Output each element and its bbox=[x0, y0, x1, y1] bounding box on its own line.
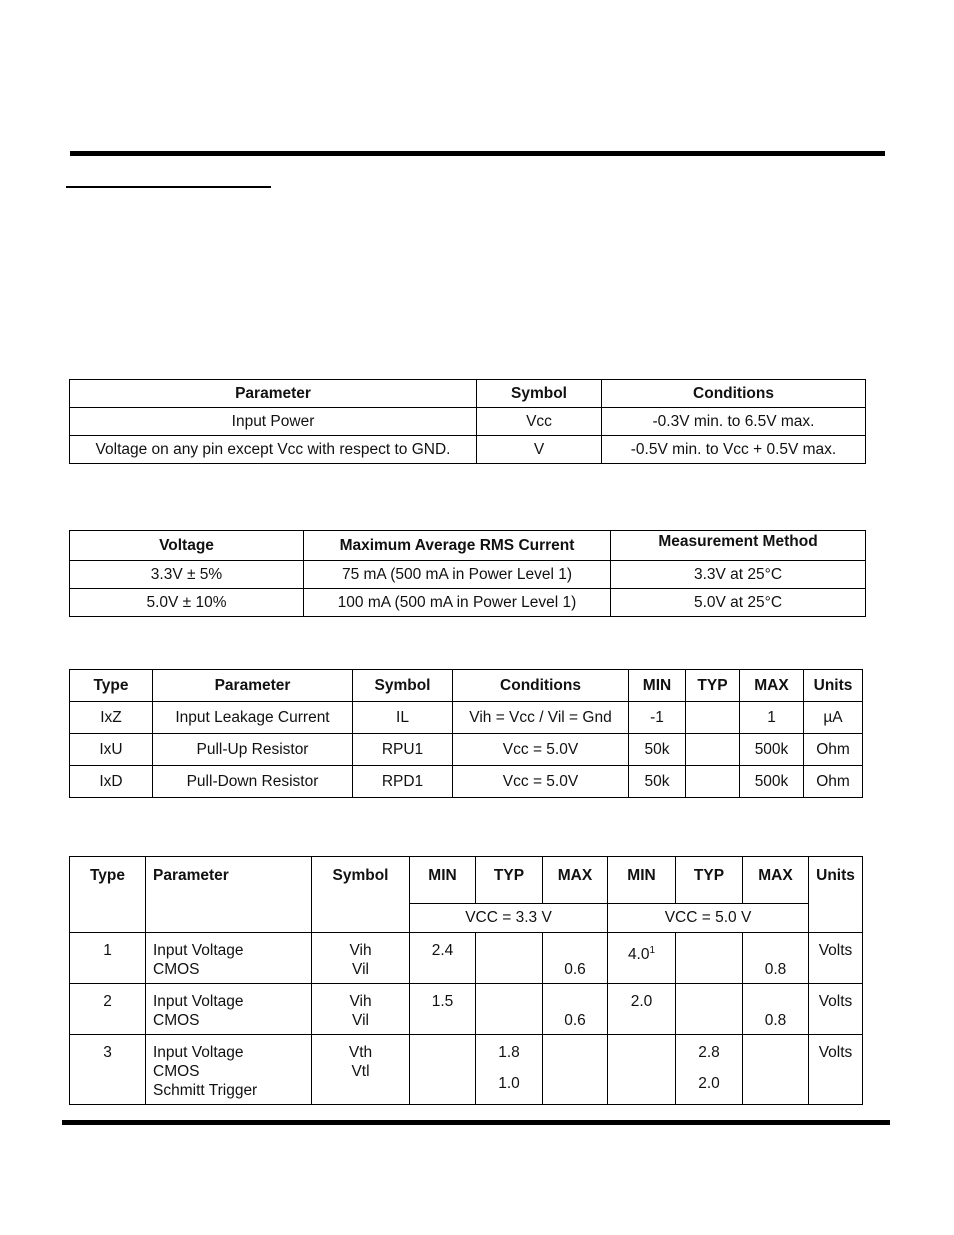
table-row bbox=[70, 1035, 863, 1105]
table-cell: RPU1 bbox=[353, 734, 453, 766]
table-cell bbox=[476, 984, 543, 1035]
table-cell: RPD1 bbox=[353, 766, 453, 798]
table-cell: 2.4 bbox=[410, 933, 476, 984]
table-cell bbox=[608, 1035, 676, 1105]
table-cell bbox=[410, 1035, 476, 1105]
param-line: CMOS bbox=[153, 1012, 200, 1029]
dc-characteristics-table bbox=[69, 669, 863, 798]
column-header: Symbol bbox=[312, 857, 410, 933]
column-header: Parameter bbox=[153, 670, 353, 702]
column-header: TYP bbox=[686, 670, 740, 702]
column-header: Units bbox=[809, 857, 863, 933]
table-row bbox=[70, 561, 866, 589]
table-cell: 50k bbox=[629, 734, 686, 766]
table-row bbox=[70, 984, 863, 1035]
table-cell bbox=[743, 933, 809, 984]
column-header: MAX bbox=[743, 857, 809, 904]
table-cell bbox=[146, 1035, 312, 1105]
table-row bbox=[70, 734, 863, 766]
table-cell: Vcc = 5.0V bbox=[453, 734, 629, 766]
table-cell bbox=[686, 702, 740, 734]
column-header: MIN bbox=[629, 670, 686, 702]
param-line: CMOS bbox=[153, 961, 200, 978]
table-cell bbox=[743, 1035, 809, 1105]
vcc-5v0-label: VCC = 5.0 V bbox=[608, 904, 809, 933]
table-cell bbox=[676, 984, 743, 1035]
table-row bbox=[70, 436, 866, 464]
param-line: Input Voltage bbox=[153, 993, 244, 1010]
column-header: MIN bbox=[410, 857, 476, 904]
section-heading-underline bbox=[66, 186, 271, 188]
column-header: Maximum Average RMS Current bbox=[304, 531, 611, 561]
table-cell: Vih = Vcc / Vil = Gnd bbox=[453, 702, 629, 734]
column-header: Measurement Method bbox=[611, 531, 866, 561]
value-low: 0.6 bbox=[564, 1012, 586, 1029]
value: 4.0 bbox=[627, 946, 650, 963]
table-cell: Volts bbox=[809, 1035, 863, 1105]
column-header: Symbol bbox=[477, 380, 602, 408]
table-cell: V bbox=[477, 436, 602, 464]
param-line: CMOS bbox=[153, 1063, 200, 1080]
table-row bbox=[70, 589, 866, 617]
table-cell: Input Leakage Current bbox=[153, 702, 353, 734]
value-low: 0.8 bbox=[764, 1012, 787, 1029]
param-line: Schmitt Trigger bbox=[153, 1082, 258, 1099]
table-cell bbox=[476, 933, 543, 984]
column-header: TYP bbox=[476, 857, 543, 904]
table-cell: 50k bbox=[629, 766, 686, 798]
table-cell bbox=[543, 1035, 608, 1105]
param-line: Input Voltage bbox=[153, 1044, 244, 1061]
value-low: 2.0 bbox=[698, 1075, 720, 1092]
table-cell: 3.3V at 25°C bbox=[611, 561, 866, 589]
symbol-line: Vih bbox=[349, 942, 372, 959]
value-low: 1.0 bbox=[498, 1075, 520, 1092]
table-cell bbox=[543, 984, 608, 1035]
table-cell bbox=[146, 933, 312, 984]
symbol-line: Vil bbox=[352, 961, 369, 978]
table-row bbox=[70, 933, 863, 984]
table-header-row bbox=[70, 857, 863, 904]
table-header-row bbox=[70, 670, 863, 702]
table-cell: 75 mA (500 mA in Power Level 1) bbox=[304, 561, 611, 589]
table-cell: IL bbox=[353, 702, 453, 734]
value-low: 0.6 bbox=[564, 961, 586, 978]
table-cell: 5.0V ± 10% bbox=[70, 589, 304, 617]
table-cell: -0.3V min. to 6.5V max. bbox=[602, 408, 866, 436]
table-header-row bbox=[70, 531, 866, 561]
column-header: MIN bbox=[608, 857, 676, 904]
table-cell: Input Power bbox=[70, 408, 477, 436]
symbol-line: Vil bbox=[352, 1012, 369, 1029]
column-header: Type bbox=[70, 857, 146, 933]
table-cell: Volts bbox=[809, 933, 863, 984]
table-cell: Volts bbox=[809, 984, 863, 1035]
column-header: Parameter bbox=[146, 857, 312, 933]
table-header-row bbox=[70, 380, 866, 408]
table-cell: -1 bbox=[629, 702, 686, 734]
table-cell bbox=[312, 984, 410, 1035]
table-cell: -0.5V min. to Vcc + 0.5V max. bbox=[602, 436, 866, 464]
table-cell: 100 mA (500 mA in Power Level 1) bbox=[304, 589, 611, 617]
absolute-ratings-table bbox=[69, 379, 866, 464]
column-header: Voltage bbox=[70, 531, 304, 561]
table-cell: 3.3V ± 5% bbox=[70, 561, 304, 589]
footnote-ref: 1 bbox=[649, 945, 656, 956]
value: 1.8 bbox=[498, 1044, 520, 1061]
column-header: TYP bbox=[676, 857, 743, 904]
table-cell bbox=[543, 933, 608, 984]
supply-current-table bbox=[69, 530, 866, 617]
column-header: Conditions bbox=[602, 380, 866, 408]
table-cell: Voltage on any pin except Vcc with respect to GND. bbox=[70, 436, 477, 464]
top-rule bbox=[70, 151, 885, 156]
table-cell bbox=[146, 984, 312, 1035]
column-header: MAX bbox=[740, 670, 804, 702]
table-row bbox=[70, 702, 863, 734]
table-cell bbox=[312, 1035, 410, 1105]
table-cell: Ohm bbox=[804, 734, 863, 766]
table-cell: 500k bbox=[740, 734, 804, 766]
bottom-rule bbox=[62, 1120, 890, 1125]
symbol-line: Vth bbox=[348, 1044, 373, 1061]
column-header: Units bbox=[804, 670, 863, 702]
table-cell: 500k bbox=[740, 766, 804, 798]
table-cell: Vcc = 5.0V bbox=[453, 766, 629, 798]
table-cell bbox=[686, 734, 740, 766]
column-header: Type bbox=[70, 670, 153, 702]
symbol-line: Vih bbox=[349, 993, 372, 1010]
table-cell: 1 bbox=[70, 933, 146, 984]
table-cell: 5.0V at 25°C bbox=[611, 589, 866, 617]
input-voltage-table bbox=[69, 856, 863, 1105]
param-line: Input Voltage bbox=[153, 942, 244, 959]
table-row bbox=[70, 766, 863, 798]
table-cell: Pull-Up Resistor bbox=[153, 734, 353, 766]
table-cell: Pull-Down Resistor bbox=[153, 766, 353, 798]
column-header: Parameter bbox=[70, 380, 477, 408]
table-cell bbox=[676, 1035, 743, 1105]
table-cell: 1 bbox=[740, 702, 804, 734]
vcc-3v3-label: VCC = 3.3 V bbox=[410, 904, 608, 933]
table-cell: Vcc bbox=[477, 408, 602, 436]
table-cell bbox=[743, 984, 809, 1035]
column-header: Conditions bbox=[453, 670, 629, 702]
table-cell: IxZ bbox=[70, 702, 153, 734]
table-cell: 2 bbox=[70, 984, 146, 1035]
table-cell: IxD bbox=[70, 766, 153, 798]
table-cell: µA bbox=[804, 702, 863, 734]
table-cell bbox=[686, 766, 740, 798]
table-cell: 1.5 bbox=[410, 984, 476, 1035]
value-low: 0.8 bbox=[764, 961, 787, 978]
table-cell: 3 bbox=[70, 1035, 146, 1105]
table-row bbox=[70, 408, 866, 436]
column-header: MAX bbox=[543, 857, 608, 904]
table-cell: 2.0 bbox=[608, 984, 676, 1035]
symbol-line: Vtl bbox=[351, 1063, 370, 1080]
table-cell bbox=[608, 933, 676, 984]
table-cell: Ohm bbox=[804, 766, 863, 798]
table-cell: IxU bbox=[70, 734, 153, 766]
table-cell bbox=[476, 1035, 543, 1105]
table-cell bbox=[676, 933, 743, 984]
table-cell bbox=[312, 933, 410, 984]
column-header: Symbol bbox=[353, 670, 453, 702]
value: 2.8 bbox=[698, 1044, 720, 1061]
